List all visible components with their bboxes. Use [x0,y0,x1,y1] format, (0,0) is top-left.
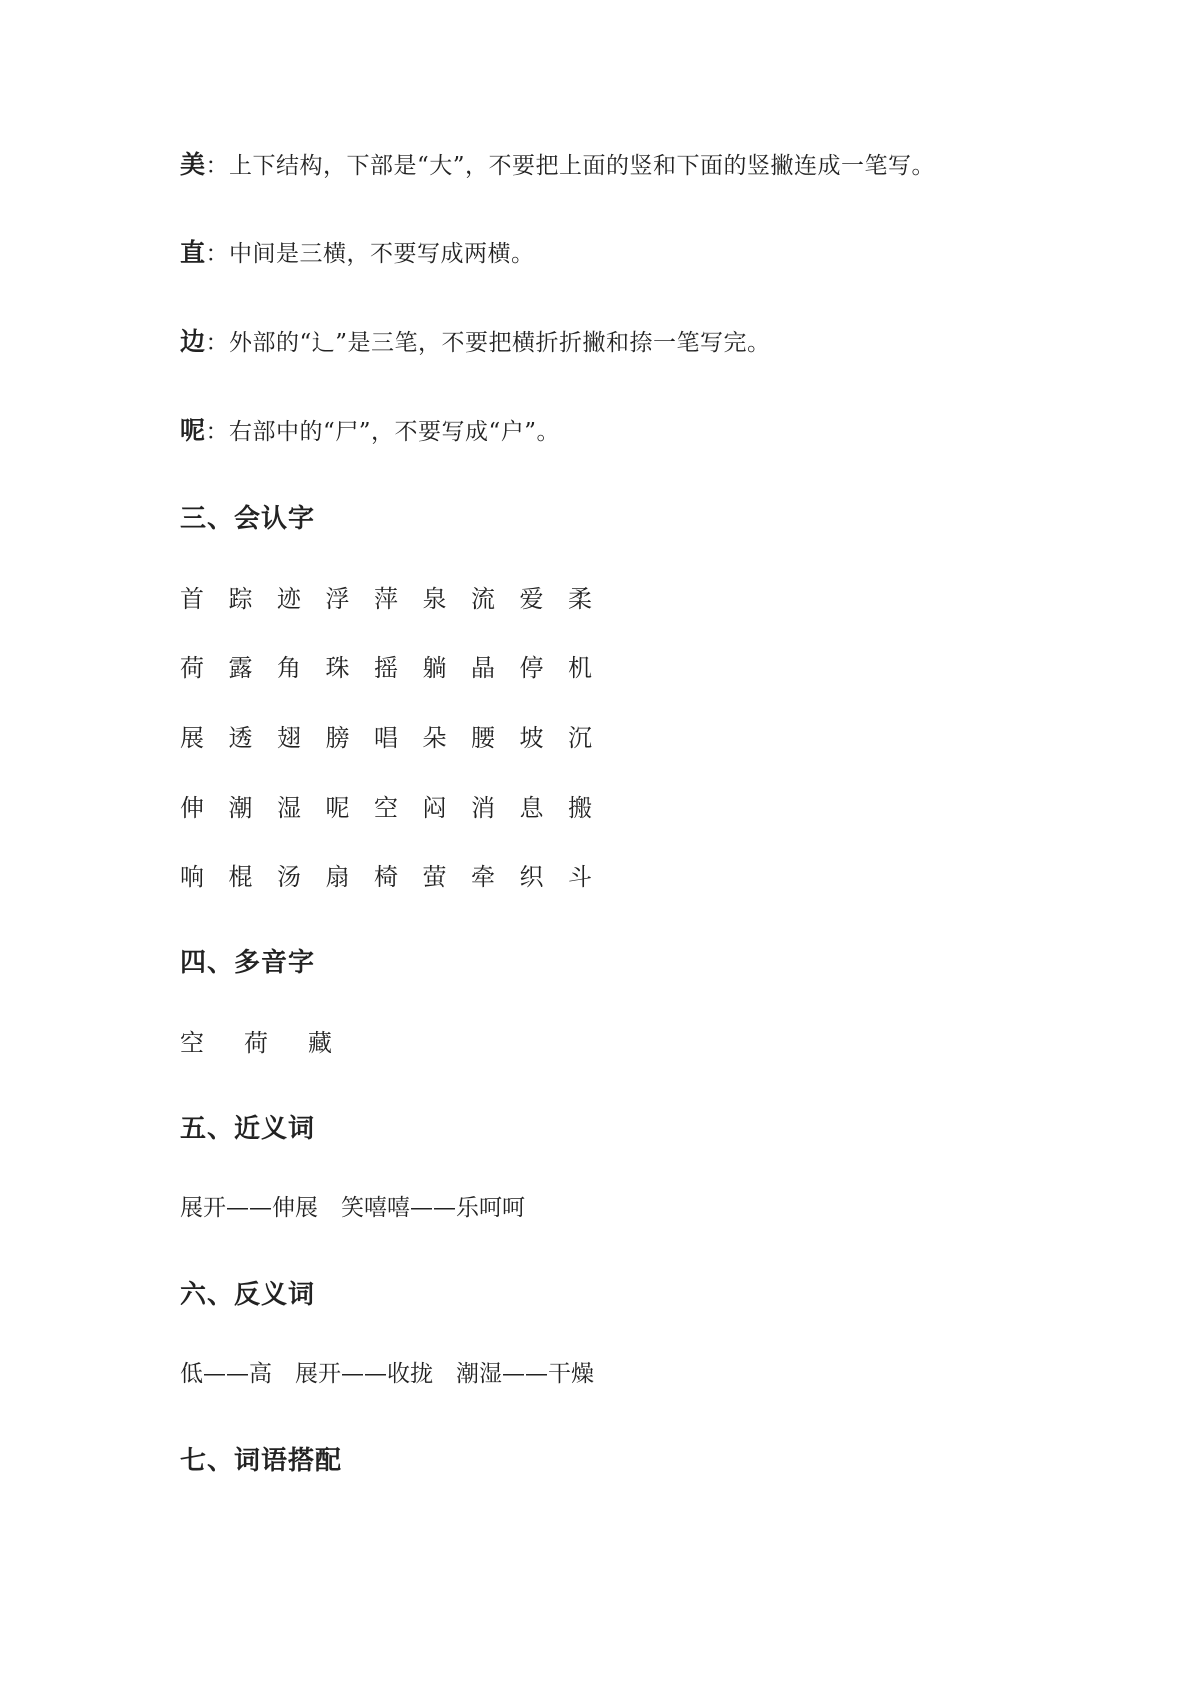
character: 搬 [568,794,592,822]
character: 消 [471,794,495,822]
character-row [180,652,617,684]
character-row [180,722,617,754]
section-heading-antonyms: 六、反义词 [180,1280,316,1310]
writing-note [180,238,535,269]
character: 织 [519,863,544,891]
character: 藏 [308,1029,332,1057]
character: 萍 [374,585,398,613]
note-text: ：外部的“辶”是三笔，不要把横折折撇和捺一笔写完。 [205,330,771,356]
character: 朵 [422,724,447,752]
section-heading-polyphonic: 四、多音字 [180,948,316,978]
character: 机 [568,654,592,682]
character: 翅 [277,724,301,752]
note-text: ：中间是三横，不要写成两横。 [205,241,535,267]
character: 角 [277,654,301,682]
note-char: 边 [180,327,206,356]
character: 牵 [471,863,495,891]
note-char: 美 [180,150,206,179]
section-heading-recognize: 三、会认字 [180,504,316,534]
character: 唱 [374,724,398,752]
character: 展 [180,724,204,752]
character: 扇 [325,863,350,891]
character-row [180,583,617,615]
character: 踪 [228,585,253,613]
character: 空 [180,1029,204,1057]
character: 荷 [244,1029,268,1057]
character: 息 [519,794,544,822]
character: 椅 [374,863,398,891]
character: 沉 [568,724,592,752]
writing-note [180,327,771,358]
character: 躺 [422,654,447,682]
character: 伸 [180,794,204,822]
character: 空 [374,794,398,822]
note-text: ：上下结构，下部是“大”，不要把上面的竖和下面的竖撇连成一笔写。 [205,153,936,179]
note-char: 直 [180,238,206,267]
character: 珠 [325,654,350,682]
writing-note [180,416,560,447]
character: 迹 [277,585,301,613]
character: 停 [519,654,544,682]
synonym-pairs: 展开——伸展 笑嘻嘻——乐呵呵 [180,1195,525,1221]
antonym-pairs: 低——高 展开——收拢 潮湿——干燥 [180,1361,594,1387]
character: 斗 [568,863,592,891]
character: 汤 [277,863,301,891]
character: 泉 [422,585,447,613]
note-char: 呢 [180,416,206,445]
character: 浮 [325,585,350,613]
character: 摇 [374,654,398,682]
polyphonic-row [180,1027,372,1059]
character: 晶 [471,654,495,682]
character-row [180,861,617,893]
section-heading-synonyms: 五、近义词 [180,1114,316,1144]
note-text: ：右部中的“尸”，不要写成“户”。 [205,419,561,445]
character: 流 [471,585,495,613]
character: 湿 [277,794,301,822]
writing-note [180,150,935,181]
character: 透 [228,724,253,752]
character-row [180,792,617,824]
character: 腰 [471,724,495,752]
character: 荷 [180,654,204,682]
character: 爱 [519,585,544,613]
character: 潮 [228,794,253,822]
character: 柔 [568,585,592,613]
character: 闷 [422,794,447,822]
character: 棍 [228,863,253,891]
character: 呢 [325,794,350,822]
character: 坡 [519,724,544,752]
character: 膀 [325,724,350,752]
character: 响 [180,863,204,891]
character: 露 [228,654,253,682]
character: 萤 [422,863,447,891]
section-heading-collocation: 七、词语搭配 [180,1446,343,1476]
character: 首 [180,585,204,613]
